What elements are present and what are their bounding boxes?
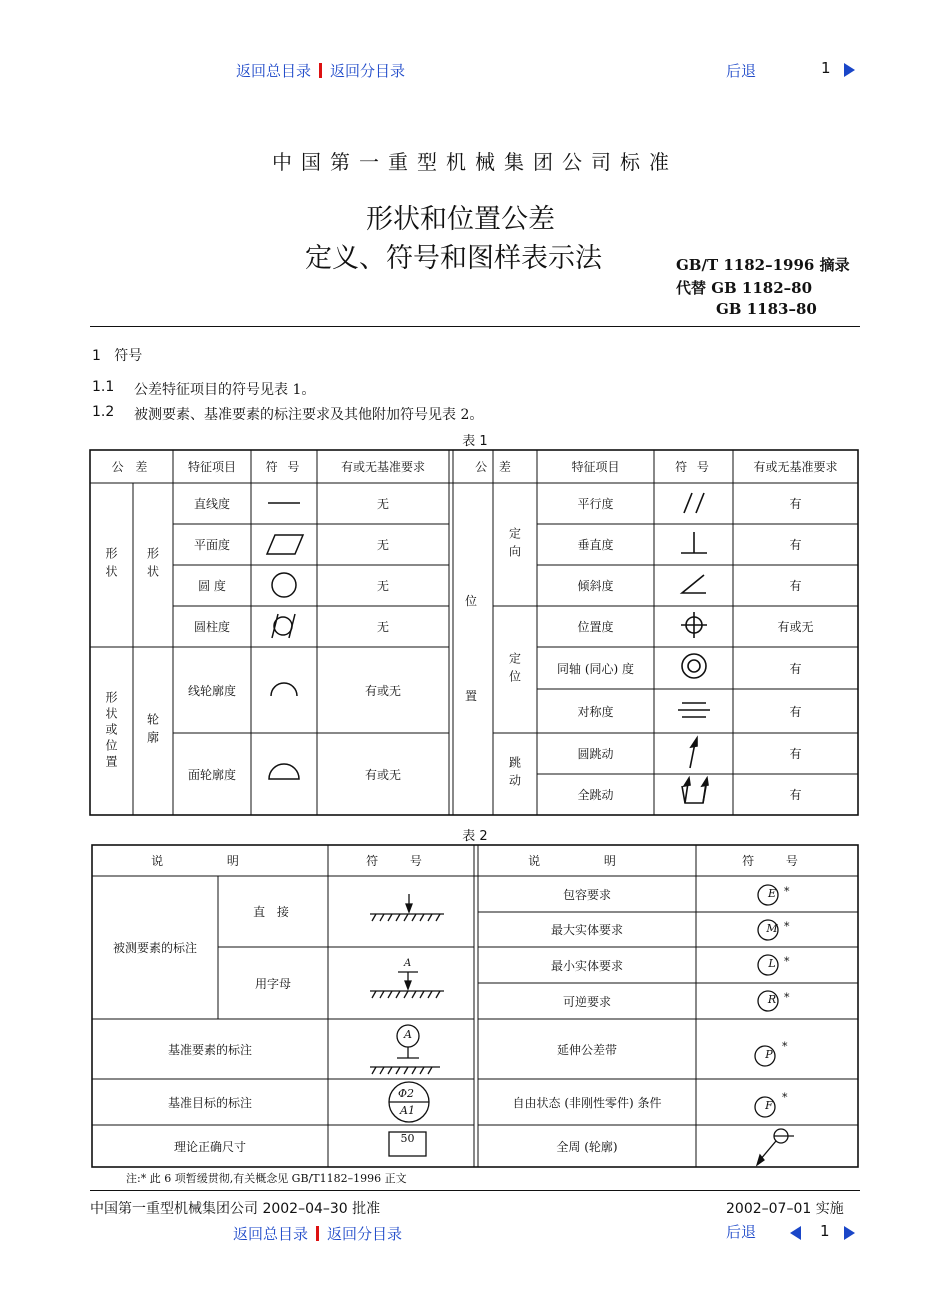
section-heading: 1 符号 xyxy=(92,348,143,364)
t1-group-runout-text: 跳动 xyxy=(507,756,522,792)
datum-target-bottom: A1 xyxy=(400,1104,415,1117)
line-profile-icon xyxy=(271,683,297,696)
bottom-nav xyxy=(233,1223,402,1244)
t1-group-shape-a-text: 形状 xyxy=(104,547,118,583)
t1-datum: 有 xyxy=(789,579,802,593)
asterisk: * xyxy=(782,1040,788,1053)
t2-direct: 直 接 xyxy=(253,905,293,919)
t1-header-item-right: 特征项目 xyxy=(571,460,620,474)
t1-item: 倾斜度 xyxy=(577,579,614,593)
t1-datum: 有或无 xyxy=(364,767,401,782)
t1-item: 位置度 xyxy=(577,620,614,634)
total-runout-icon xyxy=(682,778,708,803)
t1-datum: 有或无 xyxy=(777,620,814,634)
t2-datum-feature: 基准要素的标注 xyxy=(167,1042,252,1057)
t2-right-label: 延伸公差带 xyxy=(556,1042,617,1057)
t2-right-label: 最大实体要求 xyxy=(550,923,623,937)
t2-right-symbols xyxy=(696,876,858,1167)
link-back[interactable]: 后退 xyxy=(726,62,757,80)
std-ref-1: GB/T 1182–1996 摘录 xyxy=(676,256,850,274)
modifier-letter: R xyxy=(767,993,777,1006)
t1-group-profile-text: 轮廓 xyxy=(145,713,160,749)
t1-group-orientation-text: 定向 xyxy=(507,526,522,563)
angularity-icon xyxy=(682,575,706,593)
t2-right-label: 可逆要求 xyxy=(562,994,611,1009)
t2-datum-target: 基准目标的标注 xyxy=(167,1095,252,1110)
asterisk: * xyxy=(784,885,790,898)
t1-datum: 有或无 xyxy=(364,683,401,698)
t1-item: 全跳动 xyxy=(577,788,614,802)
t1-header-tolerance-left: 公 差 xyxy=(111,460,152,474)
letter-marking-icon xyxy=(370,972,444,998)
circular-runout-icon xyxy=(690,738,697,768)
page-number: 1 xyxy=(821,59,831,77)
t1-item: 同轴 (同心) 度 xyxy=(557,661,634,676)
t2-right-label: 自由状态 (非刚性零件) 条件 xyxy=(512,1095,662,1110)
table2-caption: 表 2 xyxy=(462,829,488,844)
implement-text: 2002–07–01 实施 xyxy=(726,1201,844,1217)
link-index-total-bottom[interactable]: 返回总目录 xyxy=(233,1225,309,1243)
symmetry-icon xyxy=(678,703,710,717)
t1-group-shape-b xyxy=(133,483,173,647)
t2-header-symbol-left: 符 号 xyxy=(366,854,436,868)
t1-datum: 有 xyxy=(789,661,802,676)
nav-separator xyxy=(316,1226,319,1241)
modifier-letter: F xyxy=(765,1099,773,1112)
t1-datum: 有 xyxy=(789,497,802,511)
t2-header-desc-left: 说 明 xyxy=(151,854,269,868)
letter-marking-label: A xyxy=(404,958,412,969)
std-ref-3: GB 1183–80 xyxy=(716,300,817,318)
t1-item: 线轮廓度 xyxy=(187,683,236,698)
t1-datum: 有 xyxy=(789,788,802,802)
theoretical-dimension-value: 50 xyxy=(400,1132,415,1145)
approve-text: 中国第一重型机械集团公司 2002–04–30 批准 xyxy=(90,1201,381,1217)
asterisk: * xyxy=(782,1091,788,1104)
prev-page-icon[interactable] xyxy=(790,1225,801,1244)
t1-group-position-b: 置 xyxy=(465,689,478,703)
t1-group-shape-a xyxy=(90,483,133,647)
t1-group-location xyxy=(493,606,537,733)
item-1-2-num: 1.2 xyxy=(92,404,115,420)
link-back-bottom[interactable]: 后退 xyxy=(726,1223,757,1241)
t1-left-symbols xyxy=(251,483,317,815)
datum-target-top: Φ2 xyxy=(398,1087,415,1100)
t1-item: 直线度 xyxy=(193,497,230,511)
t1-header-item-left: 特征项目 xyxy=(187,460,236,474)
t1-header-datum-right: 有或无基准要求 xyxy=(753,460,838,474)
t1-item: 圆 度 xyxy=(198,579,226,593)
t2-by-letter: 用字母 xyxy=(254,976,291,991)
table1-caption: 表 1 xyxy=(462,434,488,449)
org-standard: 中国第一重型机械集团公司标准 xyxy=(272,150,678,174)
modifier-letter: P xyxy=(765,1048,773,1061)
cylindricity-icon xyxy=(272,614,295,638)
item-1-1-text: 公差特征项目的符号见表 1。 xyxy=(134,382,316,398)
title-line2: 定义、符号和图样表示法 xyxy=(305,243,602,274)
t1-group-profile xyxy=(133,647,173,815)
surface-profile-icon xyxy=(269,764,299,779)
t1-item: 平行度 xyxy=(577,497,614,511)
item-1-2-text: 被测要素、基准要素的标注要求及其他附加符号见表 2。 xyxy=(134,407,484,423)
asterisk: * xyxy=(784,991,790,1004)
asterisk: * xyxy=(784,920,790,933)
t1-item: 平面度 xyxy=(193,538,230,552)
item-1-1-num: 1.1 xyxy=(92,379,115,395)
t1-group-orientation xyxy=(493,483,537,606)
t1-item: 圆跳动 xyxy=(577,747,614,761)
link-index-total[interactable]: 返回总目录 xyxy=(236,62,312,80)
link-index-section-bottom[interactable]: 返回分目录 xyxy=(327,1225,403,1243)
table2-note: 注:* 此 6 项暂缓贯彻,有关概念见 GB/T1182–1996 正文 xyxy=(126,1172,407,1185)
t2-right-label: 全周 (轮廓) xyxy=(556,1139,618,1154)
t1-group-location-text: 定位 xyxy=(507,651,522,688)
flatness-icon xyxy=(267,535,303,554)
parallelism-icon xyxy=(684,493,704,513)
t1-group-position-a: 位 xyxy=(465,594,478,608)
t2-theoretical-dimension: 理论正确尺寸 xyxy=(173,1139,246,1154)
t1-datum: 有 xyxy=(789,538,802,552)
t2-header-desc-right: 说 明 xyxy=(528,854,646,868)
t1-header-tolerance-right: 公 差 xyxy=(475,460,515,474)
t1-group-runout xyxy=(493,733,537,815)
datum-feature-letter: A xyxy=(404,1028,412,1041)
modifier-letter: E xyxy=(767,887,777,900)
position-icon xyxy=(681,612,707,638)
next-page-icon[interactable] xyxy=(844,1225,855,1244)
t1-item: 圆柱度 xyxy=(193,620,230,634)
t1-datum: 无 xyxy=(376,497,389,511)
circularity-icon xyxy=(272,573,296,597)
t1-header-datum-left: 有或无基准要求 xyxy=(340,460,425,474)
t1-datum: 无 xyxy=(376,579,389,593)
perpendicularity-icon xyxy=(681,532,707,553)
t2-right-label: 包容要求 xyxy=(562,887,611,902)
t1-datum: 无 xyxy=(376,538,389,552)
title-line1: 形状和位置公差 xyxy=(366,204,555,235)
t1-header-symbol-left: 符 号 xyxy=(265,460,303,474)
t2-left-symbols xyxy=(328,876,474,1167)
t2-right-label: 最小实体要求 xyxy=(550,958,623,973)
t1-item: 对称度 xyxy=(577,704,614,719)
t1-group-shape-b-text: 形状 xyxy=(145,547,160,583)
concentricity-icon xyxy=(682,654,706,678)
modifier-letter: L xyxy=(768,957,776,970)
t1-header-symbol-right: 符 号 xyxy=(675,460,712,474)
asterisk: * xyxy=(784,955,790,968)
t2-header-symbol-right: 符 号 xyxy=(742,854,812,868)
t1-group-shape-or-position xyxy=(90,647,133,815)
footer-divider xyxy=(90,1190,860,1191)
modifier-letter: M xyxy=(766,922,778,935)
t1-datum: 有 xyxy=(789,747,802,761)
link-index-section[interactable]: 返回分目录 xyxy=(330,62,406,80)
direct-marking-icon xyxy=(370,894,444,921)
t1-item: 垂直度 xyxy=(577,538,614,552)
t1-group-shape-or-position-text: 形状或位置 xyxy=(104,691,118,771)
t1-item: 面轮廓度 xyxy=(187,767,236,782)
std-ref-2: 代替 GB 1182–80 xyxy=(676,279,813,297)
all-around-icon xyxy=(757,1129,794,1165)
page-number-bottom: 1 xyxy=(820,1222,830,1240)
t1-datum: 无 xyxy=(376,620,389,634)
t1-right-symbols xyxy=(654,483,733,815)
t2-measured-feature: 被测要素的标注 xyxy=(112,941,197,955)
t1-datum: 有 xyxy=(789,704,802,719)
